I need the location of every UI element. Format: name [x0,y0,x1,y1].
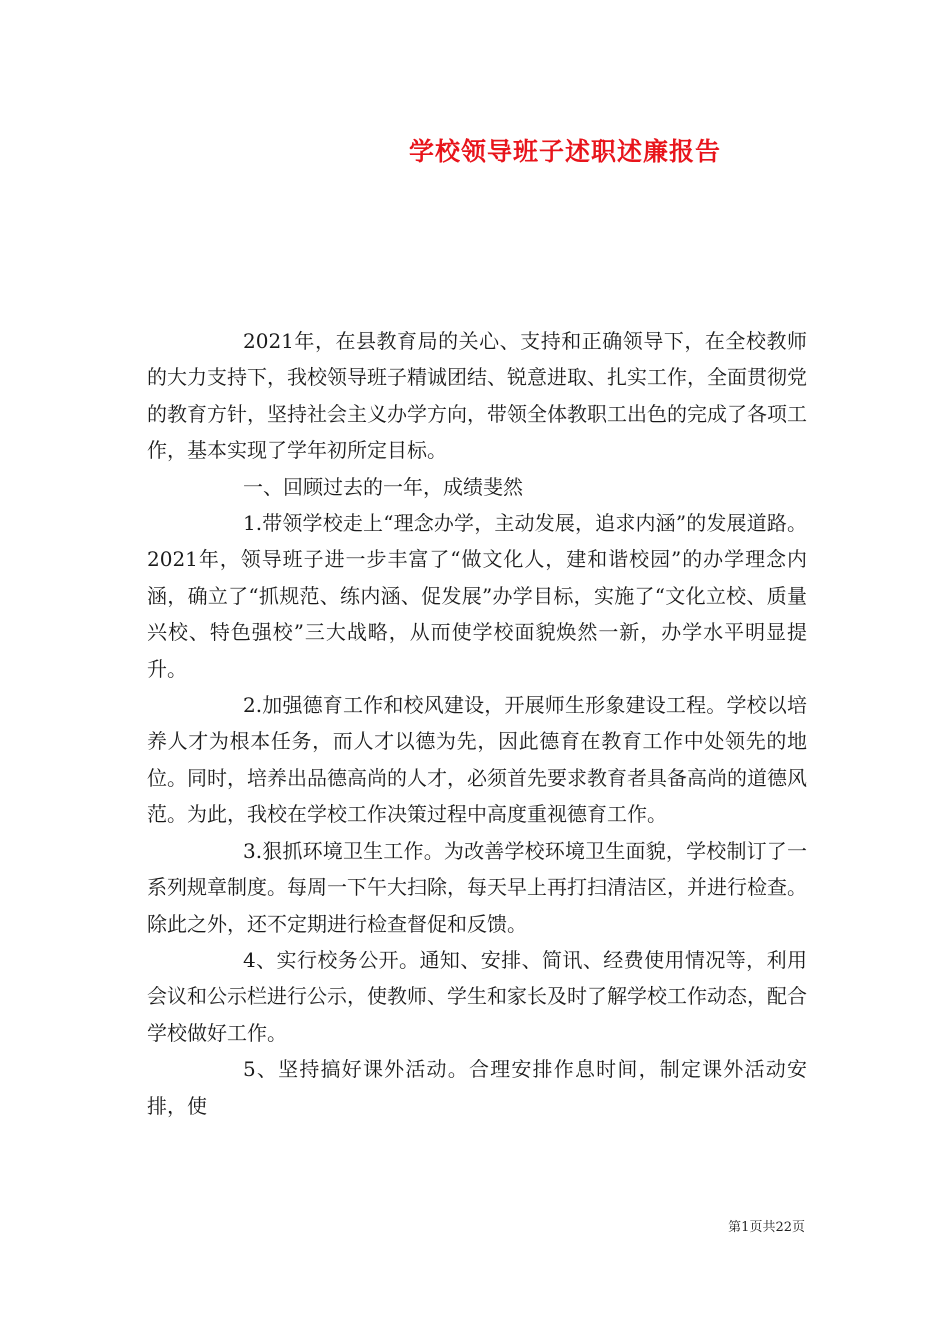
page-number-footer: 第1页共22页 [728,1220,805,1235]
section-heading-review: 一、回顾过去的一年，成绩斐然 [243,474,523,499]
document-body [147,323,807,1124]
paragraph-item-5: 5、坚持搞好课外活动。合理安排作息时间，制定课外活动安排，使 [147,1057,807,1118]
paragraph-item-4: 4、实行校务公开。通知、安排、简讯、经费使用情况等，利用会议和公示栏进行公示，使教师、学生和家长及时了解学校工作动态，配合学校做好工作。 [147,947,807,1045]
paragraph-item-2: 2.加强德育工作和校风建设，开展师生形象建设工程。学校以培养人才为根本任务，而人才以德为先，因此德育在教育工作中处领先的地位。同时，培养出品德高尚的人才，必须首先要求教育者具备高尚的道德风范。为此，我校在学校工作决策过程中高度重视德育工作。 [147,693,807,827]
paragraph-item-3: 3.狠抓环境卫生工作。为改善学校环境卫生面貌，学校制订了一系列规章制度。每周一下午大扫除，每天早上再打扫清洁区，并进行检查。除此之外，还不定期进行检查督促和反馈。 [147,838,807,936]
document-title: 学校领导班子述职述廉报告 [408,137,721,166]
paragraph-item-1: 1.带领学校走上“理念办学，主动发展，追求内涵”的发展道路。2021年，领导班子进一步丰富了“做文化人，建和谐校园”的办学理念内涵，确立了“抓规范、练内涵、促发展”办学目标，实施了“文化立校、质量兴校、特色强校”三大战略，从而使学校面貌焕然一新，办学水平明显提升。 [147,511,807,681]
paragraph-intro: 2021年，在县教育局的关心、支持和正确领导下，在全校教师的大力支持下，我校领导班子精诚团结、锐意进取、扎实工作，全面贯彻党的教育方针，坚持社会主义办学方向，带领全体教职工出色的完成了各项工作，基本实现了学年初所定目标。 [147,329,807,463]
